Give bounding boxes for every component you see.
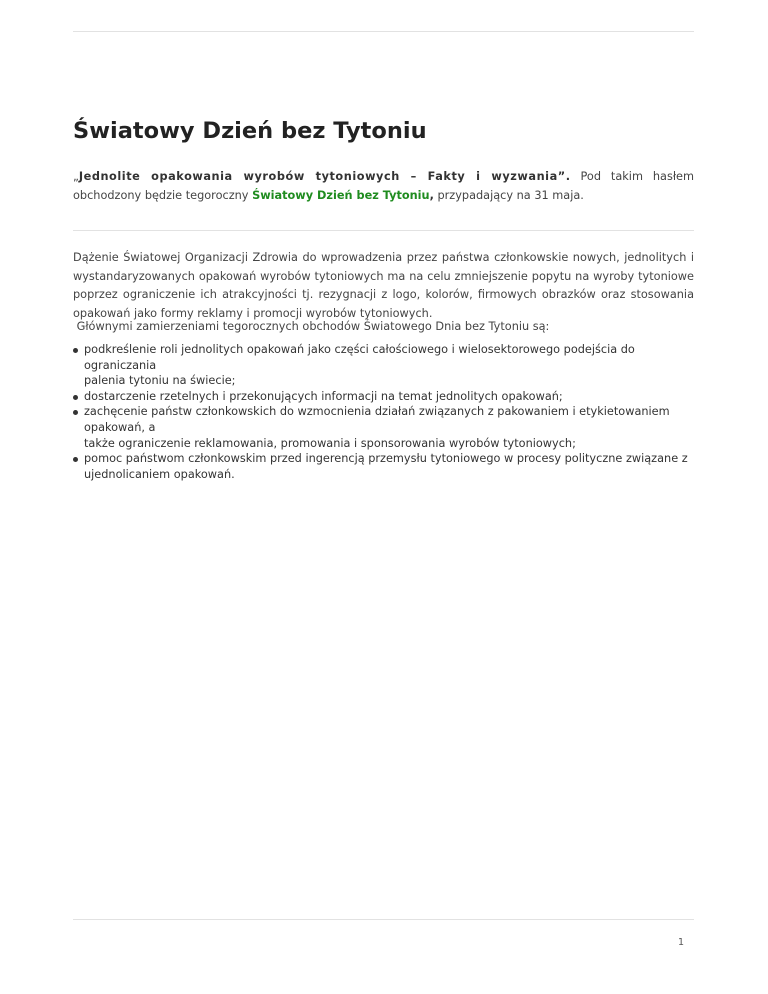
lead-comma: , — [429, 188, 434, 202]
page-title: Światowy Dzień bez Tytoniu — [73, 118, 427, 144]
page-number: 1 — [677, 937, 684, 948]
bullet-dot-icon — [73, 457, 78, 462]
top-divider — [73, 31, 694, 32]
bullet-dot-icon — [73, 395, 78, 400]
bullet-dot-icon — [73, 348, 78, 353]
list-item-text: zachęcenie państw członkowskich do wzmocnienia działań związanych z pakowaniem i etykietowaniem opakowań, a także ograniczenie reklamowania, promowania i sponsorowania wyrobów tytoniowych; — [84, 405, 670, 450]
goals-list — [73, 342, 694, 482]
lead-quote-open: „ — [73, 170, 79, 183]
body-paragraph: Dążenie Światowej Organizacji Zdrowia do wprowadzenia przez państwa członkowskie nowych, jednolitych i wystandaryzowanych opakowań wyrobów tytoniowych ma na celu zmniejszenie popytu na wyroby tytoniowe poprzez ograniczenie ich atrakcyjności tj. rezygnacji z logo, kolorów, firmowych obrazków oraz stosowania opakowań jako formy reklamy i promocji wyrobów tytoniowych. — [73, 251, 694, 320]
footer-divider — [73, 919, 694, 920]
lead-paragraph — [73, 168, 694, 205]
list-item-text: pomoc państwom członkowskim przed ingerencją przemysłu tytoniowego w procesy polityczne związane z ujednolicaniem opakowań. — [84, 452, 688, 481]
list-item-text: dostarczenie rzetelnych i przekonujących informacji na temat jednolitych opakowań; — [84, 389, 563, 403]
list-item — [73, 404, 694, 451]
list-item-text: podkreślenie roli jednolitych opakowań jako części całościowego i wielosektorowego podejścia do ograniczania palenia tytoniu na świecie; — [84, 343, 635, 388]
lead-text: Pod takim hasłem obchodzony będzie tegoroczny — [73, 170, 695, 202]
list-item — [73, 389, 694, 405]
lead-text-end: przypadający na 31 maja. — [433, 188, 584, 202]
lead-campaign-slogan: Jednolite opakowania wyrobów tytoniowych – Fakty i wyzwania”. — [78, 170, 571, 183]
section-divider — [73, 230, 694, 231]
goals-intro: Głównymi zamierzeniami tegorocznych obchodów Światowego Dnia bez Tytoniu są: — [73, 320, 550, 333]
lead-highlight-link[interactable]: Światowy Dzień bez Tytoniu — [252, 188, 430, 202]
list-item — [73, 451, 694, 482]
bullet-dot-icon — [73, 410, 78, 415]
list-item — [73, 342, 694, 389]
